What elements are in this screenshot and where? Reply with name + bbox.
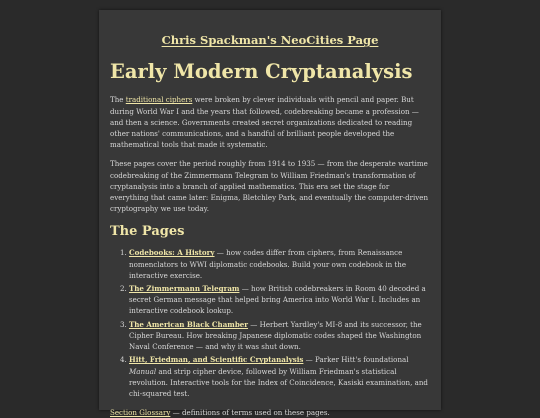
list-item-desc-pre: — Parker Hitt's foundational bbox=[303, 355, 409, 365]
list-item bbox=[129, 354, 430, 399]
content-panel bbox=[99, 10, 441, 418]
section-glossary-link[interactable]: Section Glossary bbox=[110, 408, 171, 418]
list-item bbox=[129, 283, 430, 317]
hitt-friedman-link[interactable]: Hitt, Friedman, and Scientific Cryptanalysis bbox=[129, 355, 304, 365]
glossary-line bbox=[110, 407, 430, 418]
intro-p1-prefix: The bbox=[110, 95, 126, 105]
codebooks-link[interactable]: Codebooks: A History bbox=[129, 248, 215, 258]
pages-heading: The Pages bbox=[110, 224, 185, 240]
list-item-desc-post: and strip cipher device, followed by William Friedman's statistical revolution. Interactive tools for the Index of Coincidence, Kasiski examination, and chi-squared test. bbox=[129, 366, 428, 398]
list-item-desc: — how codes differ from ciphers, from Renaissance nomenclators to WWI diplomatic codebooks. Build your own codebook in the interactive exercise. bbox=[129, 248, 407, 280]
list-item-desc: — how British codebreakers in Room 40 decoded a secret German message that helped bring America into World War I. Includes an interactive codebook lookup. bbox=[129, 284, 426, 316]
page-title: Early Modern Cryptanalysis bbox=[110, 60, 413, 83]
intro-paragraph-1 bbox=[110, 94, 430, 150]
site-title-link[interactable]: Chris Spackman's NeoCities Page bbox=[161, 33, 379, 47]
list-item-desc: — Herbert Yardley's MI-8 and its successor, the Cipher Bureau. How breaking Japanese diplomatic codes shaped the Washington Naval Conference — and why it was shut down. bbox=[129, 319, 422, 352]
list-item bbox=[129, 319, 430, 353]
list-item bbox=[129, 247, 430, 281]
manual-emphasis: Manual bbox=[129, 366, 157, 376]
american-black-chamber-link[interactable]: The American Black Chamber bbox=[129, 319, 249, 329]
zimmermann-telegram-link[interactable]: The Zimmermann Telegram bbox=[129, 284, 240, 294]
intro-paragraph-2: These pages cover the period roughly from 1914 to 1935 — from the desperate wartime codebreaking of the Zimmermann Telegram to William Friedman's transformation of cryptanalysis into a branch of applied mathematics. This era set the stage for everything that came later: Enigma, Bletchley Park, and eventually the computer-driven cryptography we use today. bbox=[110, 159, 429, 214]
traditional-ciphers-link[interactable]: traditional ciphers bbox=[125, 95, 193, 105]
glossary-desc: — definitions of terms used on these pages. bbox=[170, 408, 330, 418]
pages-list bbox=[110, 247, 430, 399]
intro-p1-rest: were broken by clever individuals with pencil and paper. But during World War I and the years that followed, codebreaking became a profession — and then a science. Governments created secret organizations dedicated to reading other nations' communications, and a handful of brilliant people developed the mathematical tools that made it systematic. bbox=[110, 95, 419, 150]
